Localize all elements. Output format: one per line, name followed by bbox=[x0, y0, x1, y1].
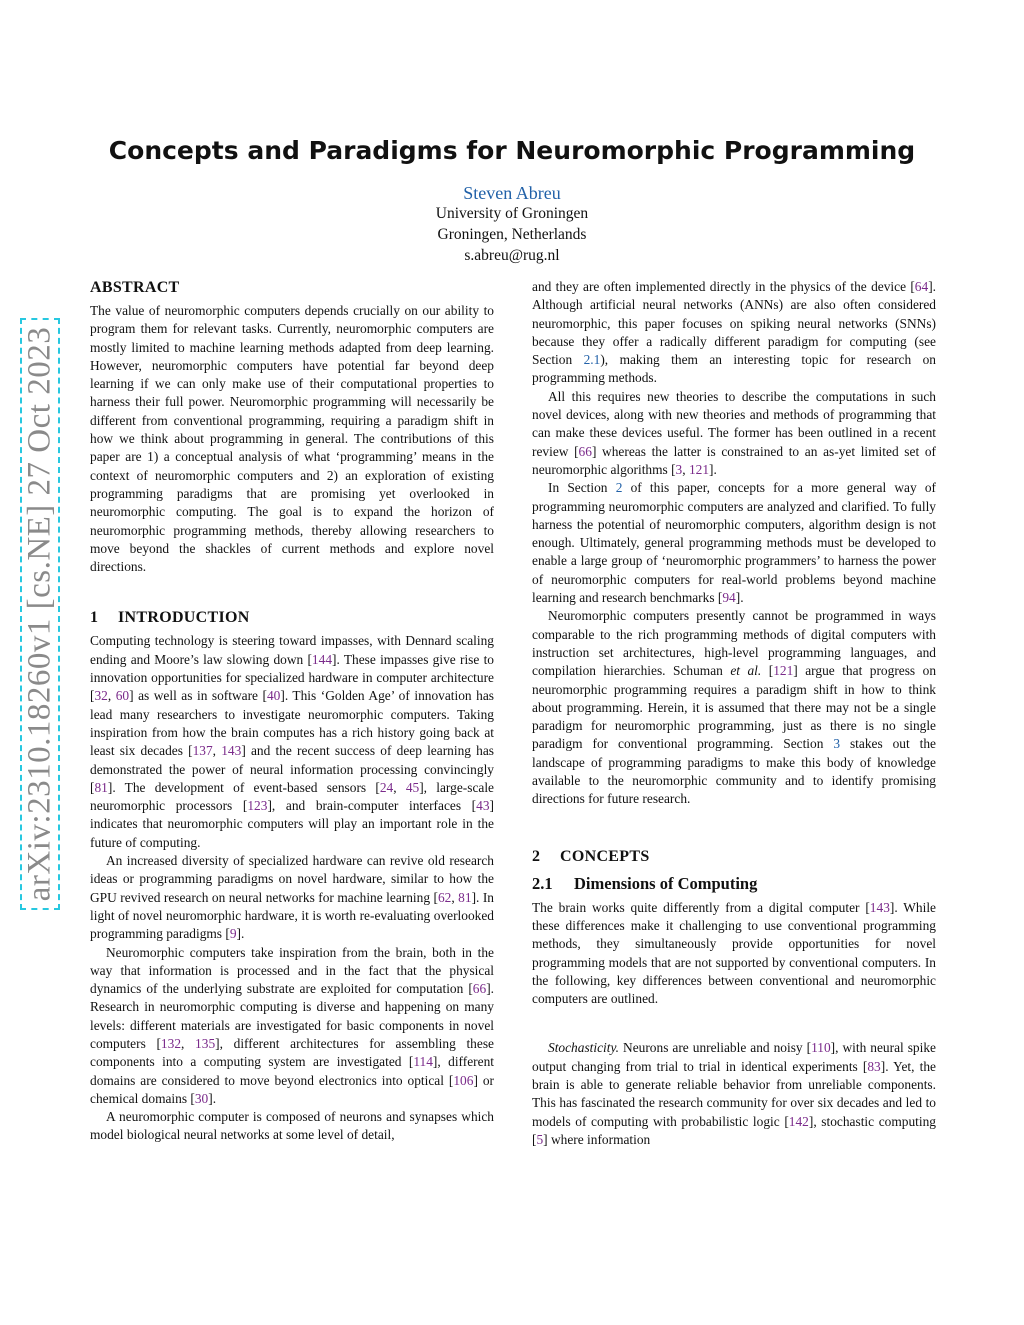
subsection-title: Dimensions of Computing bbox=[574, 873, 758, 893]
citation[interactable]: 9 bbox=[229, 926, 237, 942]
citation[interactable]: 83 bbox=[867, 1058, 881, 1074]
citation[interactable]: 137 bbox=[192, 743, 213, 759]
citation[interactable]: 64 bbox=[914, 279, 929, 294]
subsection-dimensions bbox=[532, 874, 936, 894]
paragraph-lead: Stochasticity. bbox=[548, 1040, 620, 1056]
citation[interactable]: 110 bbox=[811, 1040, 831, 1056]
section-number: 1 bbox=[90, 609, 99, 627]
citation[interactable]: 5 bbox=[536, 1131, 544, 1147]
section-title: CONCEPTS bbox=[560, 847, 650, 865]
citation[interactable]: 45 bbox=[405, 779, 420, 795]
citation[interactable]: 81 bbox=[458, 889, 472, 905]
citation[interactable]: 144 bbox=[311, 651, 333, 667]
citation[interactable]: 142 bbox=[788, 1113, 809, 1129]
section-concepts bbox=[532, 847, 936, 867]
citation[interactable]: 106 bbox=[453, 1072, 474, 1088]
section-title: INTRODUCTION bbox=[118, 609, 250, 627]
citation[interactable]: 66 bbox=[578, 443, 592, 459]
section-reference[interactable]: 3 bbox=[833, 736, 841, 752]
citation[interactable]: 62 bbox=[437, 889, 452, 905]
citation[interactable]: 121 bbox=[688, 461, 710, 477]
section-number: 2 bbox=[532, 847, 541, 865]
subsection-number: 2.1 bbox=[532, 873, 553, 893]
intro-paragraph-3: Neuromorphic computers take inspiration from the brain, both in the way that information is processed and in the fact that the physical dynamics of the underlying substrate are exploited for computation [66]. Research in neuromorphic computing is diverse and happening on many levels: different materials are investigated for basic components in novel computers [132, 135], different architectures for assembling these components into a computing system are investigated [114], different domains are considered to move beyond electronics into optical [106] or chemical domains [30]. bbox=[90, 944, 494, 1106]
intro-paragraph-8: Neuromorphic computers presently cannot be programmed in ways comparable to the rich programming methods of digital computers with instruction set architectures, high-level programming languages, and compilation hierarchies. Schuman et al. [121] argue that progress on neuromorphic programming requires a paradigm shift in how to think about programming. Herein, it is assumed that there may not be a single paradigm for neuromorphic programming, just as there is no single paradigm for conventional programming. Section 3 stakes out the landscape of programming paradigms to make this body of knowledge available to the neuromorphic community and to identify promising directions for future research. bbox=[532, 608, 937, 807]
citation[interactable]: 121 bbox=[773, 663, 794, 679]
intro-paragraph-6: All this requires new theories to describe the computations in such novel devices, along with new theories and methods of programming that can make these devices useful. The former has been outlined in a recent review [66] whereas the latter is constrained to an as-yet limited set of neuromorphic algorithms [3, 121]. bbox=[532, 388, 936, 477]
concepts-paragraph-2: Stochasticity. Neurons are unreliable and noisy [110], with neural spike output changing from trial to trial in identical experiments [83]. Yet, the brain is able to generate reliable behavior from unreliable components. This has fascinated the research community for over six decades and led to models of computing with probabilistic logic [142], stochastic computing [5] where information bbox=[532, 1040, 936, 1147]
abstract-heading: ABSTRACT bbox=[90, 279, 180, 296]
right-column bbox=[532, 278, 936, 1149]
author-name[interactable]: Steven Abreu bbox=[463, 183, 561, 203]
citation[interactable]: 81 bbox=[94, 779, 108, 795]
citation[interactable]: 60 bbox=[115, 688, 130, 704]
section-reference[interactable]: 2.1 bbox=[583, 352, 601, 368]
citation[interactable]: 123 bbox=[247, 798, 268, 814]
citation[interactable]: 32 bbox=[94, 688, 108, 704]
citation[interactable]: 114 bbox=[413, 1054, 433, 1070]
intro-paragraph-7: In Section 2 of this paper, concepts for a more general way of programming neuromorphic computers are analyzed and clarified. To fully harness the potential of neuromorphic computers, algorithm design is not enough. Ultimately, general programming methods must be developed to enable a large group of ‘neuromorphic programmers’ to harness the power of neuromorphic computers for real-world problems beyond machine learning and research benchmarks [94]. bbox=[532, 480, 937, 606]
concepts-paragraph-1: The brain works quite differently from a digital computer [143]. While these differences make it challenging to use conventional programming methods, they simultaneously provide opportunities for novel programming models that are not supported by conventional computers. In the following, key differences between conventional and neuromorphic computers are outlined. bbox=[532, 899, 937, 1007]
paper-title: Concepts and Paradigms for Neuromorphic Programming bbox=[108, 136, 916, 165]
author-email: s.abreu@rug.nl bbox=[464, 247, 560, 264]
citation[interactable]: 30 bbox=[194, 1090, 209, 1106]
author-affiliation: University of Groningen bbox=[435, 205, 589, 222]
citation[interactable]: 132 bbox=[160, 1035, 182, 1051]
arxiv-stamp: arXiv:2310.18260v1 [cs.NE] 27 Oct 2023 bbox=[20, 318, 60, 910]
citation[interactable]: 135 bbox=[195, 1035, 216, 1051]
citation[interactable]: 24 bbox=[379, 779, 394, 795]
citation[interactable]: 66 bbox=[472, 981, 487, 997]
section-reference[interactable]: 2 bbox=[615, 480, 623, 496]
citation[interactable]: 94 bbox=[722, 590, 736, 606]
author-location: Groningen, Netherlands bbox=[437, 226, 587, 243]
intro-paragraph-5: and they are often implemented directly in the physics of the device [64]. Although artificial neural networks (ANNs) are also often considered neuromorphic, this paper focuses on spiking neural networks (SNNs) because they offer a radically different paradigm for computing (see Section 2.1), making them an interesting topic for research on programming methods. bbox=[532, 279, 936, 386]
citation[interactable]: 43 bbox=[476, 798, 490, 814]
section-introduction bbox=[90, 608, 494, 628]
intro-paragraph-2: An increased diversity of specialized hardware can revive old research ideas or programming paradigms on novel hardware, similar to how the GPU revived research on neural networks for machine learning [62, 81]. In light of novel neuromorphic hardware, it is worth re-evaluating overlooked programming paradigms [9]. bbox=[90, 853, 494, 942]
citation[interactable]: 40 bbox=[266, 688, 281, 704]
intro-paragraph-4: A neuromorphic computer is composed of neurons and synapses which model biological neural networks at some level of detail, bbox=[90, 1109, 494, 1143]
citation[interactable]: 143 bbox=[869, 899, 890, 915]
citation[interactable]: 143 bbox=[221, 743, 242, 759]
citation[interactable]: 3 bbox=[675, 461, 683, 477]
left-column bbox=[90, 278, 494, 1145]
intro-paragraph-1: Computing technology is steering toward impasses, with Dennard scaling ending and Moore’s law slowing down [144]. These impasses give rise to innovation opportunities for specialized hardware in computer architecture [32, 60] as well as in software [40]. This ‘Golden Age’ of innovation has lead many researchers to investigate neuromorphic computers. Taking inspiration from how the brain computes has a rich history going back at least six decades [137, 143] and the recent success of deep learning has demonstrated the power of neural information processing convincingly [81]. The development of event-based sensors [24, 45], large-scale neuromorphic processors [123], and brain-computer interfaces [43] indicates that neuromorphic computers will play an important role in the future of computing. bbox=[90, 633, 495, 850]
abstract-text: The value of neuromorphic computers depends crucially on our ability to program them for relevant tasks. Currently, neuromorphic computers are mostly limited to machine learning methods adapted from deep learning. However, neuromorphic computers have potential far beyond deep learning if we can only make use of their computational properties to harness their full power. Neuromorphic programming will necessarily be different from conventional programming, requiring a paradigm shift in how we think about programming in general. The contributions of this paper are 1) a conceptual analysis of what ‘programming’ means in the context of neuromorphic computers and 2) an exploration of existing programming paradigms that are promising yet overlooked in neuromorphic computing. The goal is to expand the horizon of neuromorphic programming methods, thereby allowing researchers to move beyond the shackles of current methods and explore novel directions. bbox=[90, 303, 494, 575]
